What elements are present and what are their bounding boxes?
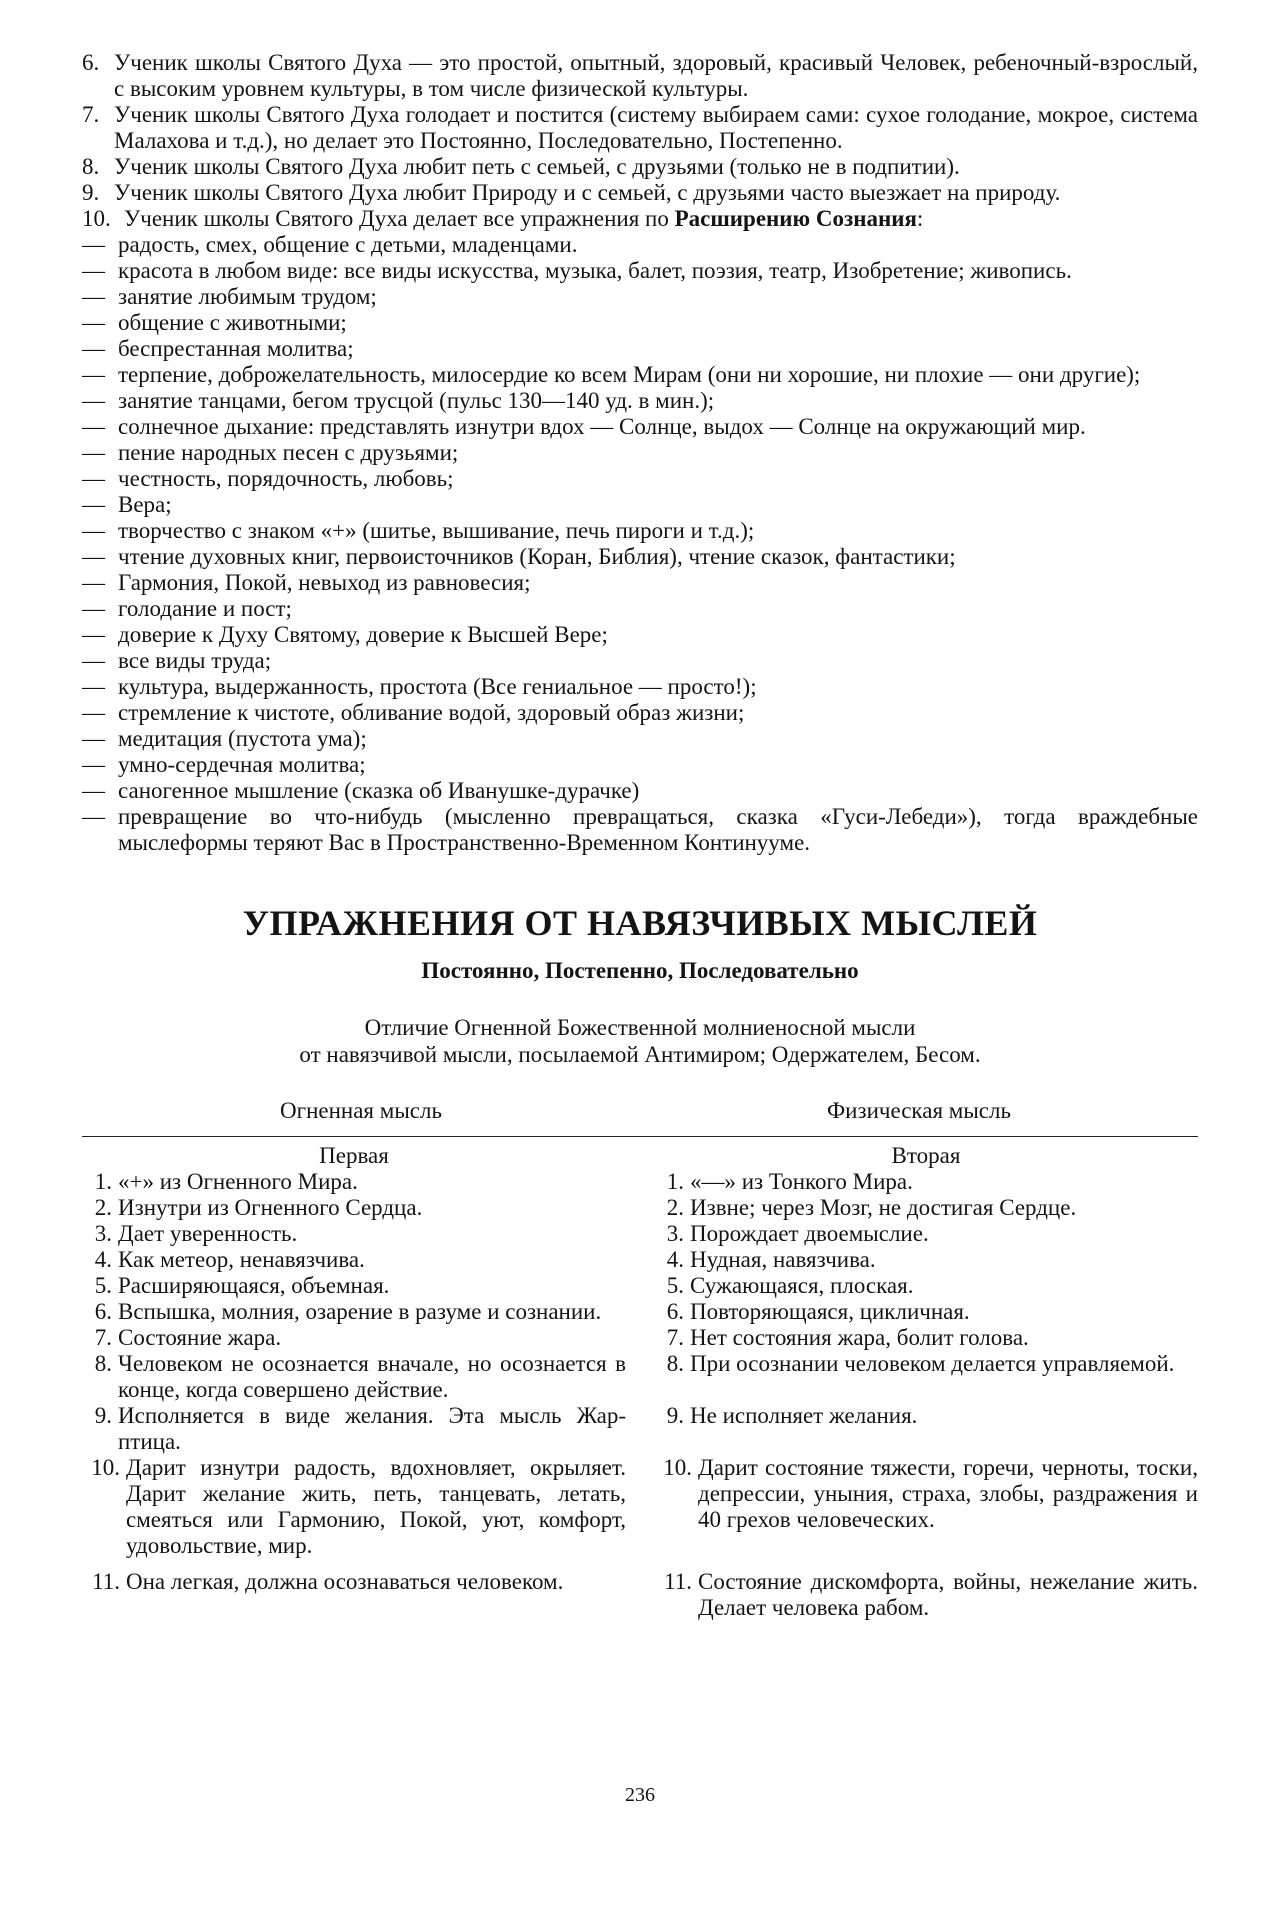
- row-text: Дарит состояние тяжести, горечи, черноты, тоски, депрессии, уныния, страха, злобы, раздражения и 40 грехов человеческих.: [698, 1455, 1198, 1532]
- student-rules-list: [82, 50, 1198, 856]
- row-text: Дарит изнутри радость, вдохновляет, окрыляет. Дарит желание жить, петь, танцевать, летать, смеяться или Гармонию, Покой, уют, комфорт, удовольствие, мир.: [126, 1455, 626, 1558]
- dash-item-text: культура, выдержанность, простота (Все гениальное — просто!);: [118, 674, 757, 699]
- dash-item-text: умно-сердечная молитва;: [118, 752, 366, 777]
- fiery-thought-list: [82, 1169, 626, 1621]
- row-text: Дает уверенность.: [118, 1221, 298, 1246]
- dash-marker: —: [82, 700, 105, 725]
- section-intro: [82, 1014, 1198, 1068]
- row-number: 7.: [666, 1325, 684, 1350]
- dash-marker: —: [82, 232, 105, 257]
- dash-item-text: саногенное мышление (сказка об Иванушке-дурачке): [118, 778, 640, 803]
- row-number: 11.: [92, 1569, 120, 1594]
- list-item: [82, 154, 1198, 180]
- row-number: 8.: [94, 1351, 112, 1376]
- comparison-row: [654, 1221, 1198, 1247]
- row-text: Изнутри из Огненного Сердца.: [118, 1195, 423, 1220]
- intro-line: Отличие Огненной Божественной молниеносной мысли: [364, 1015, 916, 1040]
- comparison-row: [654, 1273, 1198, 1299]
- dash-marker: —: [82, 544, 105, 569]
- dash-marker: —: [82, 752, 105, 777]
- item-text-end: :: [916, 206, 924, 231]
- item-text: Ученик школы Святого Духа любит Природу и с семьей, с друзьями часто выезжает на природу.: [114, 180, 1061, 205]
- physical-thought-column: [640, 1143, 1198, 1621]
- dash-marker: —: [82, 466, 105, 491]
- row-number: 8.: [666, 1351, 684, 1376]
- column-title: Вторая: [891, 1143, 961, 1168]
- comparison-row: [654, 1403, 1198, 1455]
- dash-marker: —: [82, 310, 105, 335]
- dash-item-text: красота в любом виде: все виды искусства, музыка, балет, поэзия, театр, Изобретение; живопись.: [118, 258, 1072, 283]
- comparison-row: [82, 1403, 626, 1455]
- column-title: Первая: [319, 1143, 389, 1168]
- dash-marker: —: [82, 388, 105, 413]
- dash-item-text: чтение духовных книг, первоисточников (Коран, Библия), чтение сказок, фантастики;: [118, 544, 956, 569]
- list-item: [82, 180, 1198, 206]
- row-text: Вспышка, молния, озарение в разуме и сознании.: [118, 1299, 602, 1324]
- row-text: Нет состояния жара, болит голова.: [690, 1325, 1029, 1350]
- row-number: 1.: [666, 1169, 684, 1194]
- row-number: 9.: [666, 1403, 684, 1428]
- dash-marker: —: [82, 778, 105, 803]
- comparison-row: [82, 1195, 626, 1221]
- dash-list-item: [82, 544, 1198, 570]
- fiery-thought-header: Огненная мысль: [280, 1098, 442, 1123]
- item-number: 8.: [82, 154, 100, 179]
- dash-item-text: медитация (пустота ума);: [118, 726, 367, 751]
- row-text: Исполняется в виде желания. Эта мысль Жар-птица.: [118, 1403, 626, 1454]
- dash-marker: —: [82, 284, 105, 309]
- comparison-row: [82, 1247, 626, 1273]
- item-number: 10.: [82, 206, 111, 231]
- dash-list-item: [82, 388, 1198, 414]
- dash-item-text: доверие к Духу Святому, доверие к Высшей Вере;: [118, 622, 608, 647]
- row-number: 11.: [664, 1569, 692, 1594]
- dash-list-item: [82, 310, 1198, 336]
- comparison-row: [654, 1569, 1198, 1621]
- dash-marker: —: [82, 414, 105, 439]
- list-item: [82, 102, 1198, 154]
- comparison-row: [82, 1325, 626, 1351]
- row-number: 5.: [666, 1273, 684, 1298]
- dash-list-item: [82, 284, 1198, 310]
- row-text: Человеком не осознается вначале, но осознается в конце, когда совершено действие.: [118, 1351, 626, 1402]
- row-number: 3.: [94, 1221, 112, 1246]
- comparison-row: [654, 1195, 1198, 1221]
- row-text: Расширяющаяся, объемная.: [118, 1273, 390, 1298]
- dash-item-text: пение народных песен с друзьями;: [118, 440, 459, 465]
- dash-item-text: солнечное дыхание: представлять изнутри вдох — Солнце, выдох — Солнце на окружающий мир.: [118, 414, 1086, 439]
- dash-marker: —: [82, 622, 105, 647]
- row-number: 6.: [666, 1299, 684, 1324]
- row-number: 4.: [94, 1247, 112, 1272]
- dash-list-item: [82, 674, 1198, 700]
- row-number: 2.: [94, 1195, 112, 1220]
- row-number: 3.: [666, 1221, 684, 1246]
- dash-item-text: Гармония, Покой, невыход из равновесия;: [118, 570, 531, 595]
- dash-item-text: радость, смех, общение с детьми, младенцами.: [118, 232, 578, 257]
- dash-marker: —: [82, 570, 105, 595]
- dash-list-item: [82, 232, 1198, 258]
- dash-list-item: [82, 804, 1198, 856]
- item-text-start: Ученик школы Святого Духа делает все упражнения по: [124, 206, 669, 231]
- row-text: Как метеор, ненавязчива.: [118, 1247, 365, 1272]
- section-title: УПРАЖНЕНИЯ ОТ НАВЯЗЧИВЫХ МЫСЛЕЙ: [242, 903, 1038, 943]
- list-item-10: [82, 206, 1198, 232]
- dash-item-text: занятие танцами, бегом трусцой (пульс 130—140 уд. в мин.);: [118, 388, 715, 413]
- comparison-row: [654, 1247, 1198, 1273]
- item-text: Ученик школы Святого Духа голодает и постится (систему выбираем сами: сухое голодание, мокрое, система Малахова и т.д.), но делает это Постоянно, Последовательно, Постепенно.: [114, 102, 1198, 153]
- row-text: Она легкая, должна осознаваться человеком.: [126, 1569, 564, 1594]
- row-text: Состояние дискомфорта, войны, нежелание жить. Делает человека рабом.: [698, 1569, 1198, 1620]
- dash-list-item: [82, 596, 1198, 622]
- item-text: Ученик школы Святого Духа любит петь с семьей, с друзьями (только не в подпитии).: [114, 154, 960, 179]
- comparison-table: [82, 1143, 1198, 1621]
- row-number: 7.: [94, 1325, 112, 1350]
- page-number: 236: [625, 1784, 655, 1806]
- row-number: 9.: [94, 1403, 112, 1428]
- horizontal-divider: [82, 1136, 1198, 1137]
- row-text: Не исполняет желания.: [690, 1403, 918, 1428]
- row-text: Повторяющаяся, цикличная.: [690, 1299, 970, 1324]
- physical-thought-list: [654, 1169, 1198, 1621]
- row-number: 10.: [91, 1455, 120, 1480]
- comparison-row: [82, 1221, 626, 1247]
- item-number: 6.: [82, 50, 100, 75]
- dash-list-item: [82, 492, 1198, 518]
- dash-list-item: [82, 570, 1198, 596]
- item-number: 7.: [82, 102, 100, 127]
- dash-list-item: [82, 648, 1198, 674]
- dash-list-item: [82, 336, 1198, 362]
- comparison-row: [82, 1351, 626, 1403]
- row-text: Извне; через Мозг, не достигая Сердце.: [690, 1195, 1077, 1220]
- consciousness-expansion-term: Расширению Сознания: [674, 206, 917, 231]
- dash-marker: —: [82, 726, 105, 751]
- dash-list-item: [82, 362, 1198, 388]
- physical-thought-header: Физическая мысль: [827, 1098, 1011, 1123]
- row-text: «—» из Тонкого Мира.: [690, 1169, 913, 1194]
- dash-marker: —: [82, 440, 105, 465]
- dash-marker: —: [82, 804, 105, 829]
- dash-item-text: творчество с знаком «+» (шитье, вышивание, печь пироги и т.д.);: [118, 518, 755, 543]
- dash-marker: —: [82, 674, 105, 699]
- dash-item-text: занятие любимым трудом;: [118, 284, 377, 309]
- dash-list-item: [82, 414, 1198, 440]
- dash-item-text: беспрестанная молитва;: [118, 336, 354, 361]
- dash-marker: —: [82, 362, 105, 387]
- row-number: 2.: [666, 1195, 684, 1220]
- dash-list-item: [82, 726, 1198, 752]
- dash-item-text: честность, порядочность, любовь;: [118, 466, 454, 491]
- dash-list-item: [82, 466, 1198, 492]
- comparison-row: [82, 1273, 626, 1299]
- dash-list-item: [82, 622, 1198, 648]
- comparison-row: [82, 1455, 626, 1559]
- dash-item-text: голодание и пост;: [118, 596, 292, 621]
- exercise-dash-list: [82, 232, 1198, 856]
- list-item: [82, 50, 1198, 102]
- dash-list-item: [82, 752, 1198, 778]
- dash-list-item: [82, 258, 1198, 284]
- comparison-row: [82, 1169, 626, 1195]
- dash-item-text: все виды труда;: [118, 648, 272, 673]
- row-text: При осознании человеком делается управляемой.: [690, 1351, 1175, 1376]
- dash-marker: —: [82, 518, 105, 543]
- row-number: 6.: [94, 1299, 112, 1324]
- dash-list-item: [82, 440, 1198, 466]
- dash-item-text: терпение, доброжелательность, милосердие ко всем Мирам (они ни хорошие, ни плохие — они другие);: [118, 362, 1141, 387]
- dash-list-item: [82, 700, 1198, 726]
- item-text: [124, 206, 1198, 232]
- comparison-row: [82, 1569, 626, 1621]
- dash-marker: —: [82, 492, 105, 517]
- dash-marker: —: [82, 258, 105, 283]
- dash-marker: —: [82, 596, 105, 621]
- comparison-row: [654, 1325, 1198, 1351]
- intro-line: от навязчивой мысли, посылаемой Антимиром; Одержателем, Бесом.: [299, 1042, 981, 1067]
- section-subtitle: Постоянно, Постепенно, Последовательно: [421, 958, 859, 983]
- comparison-headers: [82, 1098, 1198, 1124]
- dash-item-text: общение с животными;: [118, 310, 347, 335]
- comparison-row: [654, 1351, 1198, 1403]
- item-number: 9.: [82, 180, 100, 205]
- fiery-thought-column: [82, 1143, 640, 1621]
- item-text: Ученик школы Святого Духа — это простой, опытный, здоровый, красивый Человек, ребеночный-взрослый, с высоким уровнем культуры, в том числе физической культуры.: [114, 50, 1198, 101]
- row-number: 1.: [94, 1169, 112, 1194]
- dash-item-text: Вера;: [118, 492, 172, 517]
- dash-list-item: [82, 518, 1198, 544]
- dash-marker: —: [82, 336, 105, 361]
- row-number: 10.: [663, 1455, 692, 1480]
- comparison-row: [654, 1455, 1198, 1559]
- row-text: Порождает двоемыслие.: [690, 1221, 929, 1246]
- row-number: 5.: [94, 1273, 112, 1298]
- comparison-row: [654, 1299, 1198, 1325]
- dash-list-item: [82, 778, 1198, 804]
- row-text: Нудная, навязчива.: [690, 1247, 876, 1272]
- row-text: Сужающаяся, плоская.: [690, 1273, 914, 1298]
- dash-item-text: стремление к чистоте, обливание водой, здоровый образ жизни;: [118, 700, 745, 725]
- comparison-row: [82, 1299, 626, 1325]
- row-text: «+» из Огненного Мира.: [118, 1169, 358, 1194]
- dash-item-text: превращение во что-нибудь (мысленно превращаться, сказка «Гуси-Лебеди»), тогда враждебные мыслеформы теряют Вас в Пространственно-Временном Континууме.: [118, 804, 1198, 855]
- row-text: Состояние жара.: [118, 1325, 282, 1350]
- dash-marker: —: [82, 648, 105, 673]
- comparison-row: [654, 1169, 1198, 1195]
- row-number: 4.: [666, 1247, 684, 1272]
